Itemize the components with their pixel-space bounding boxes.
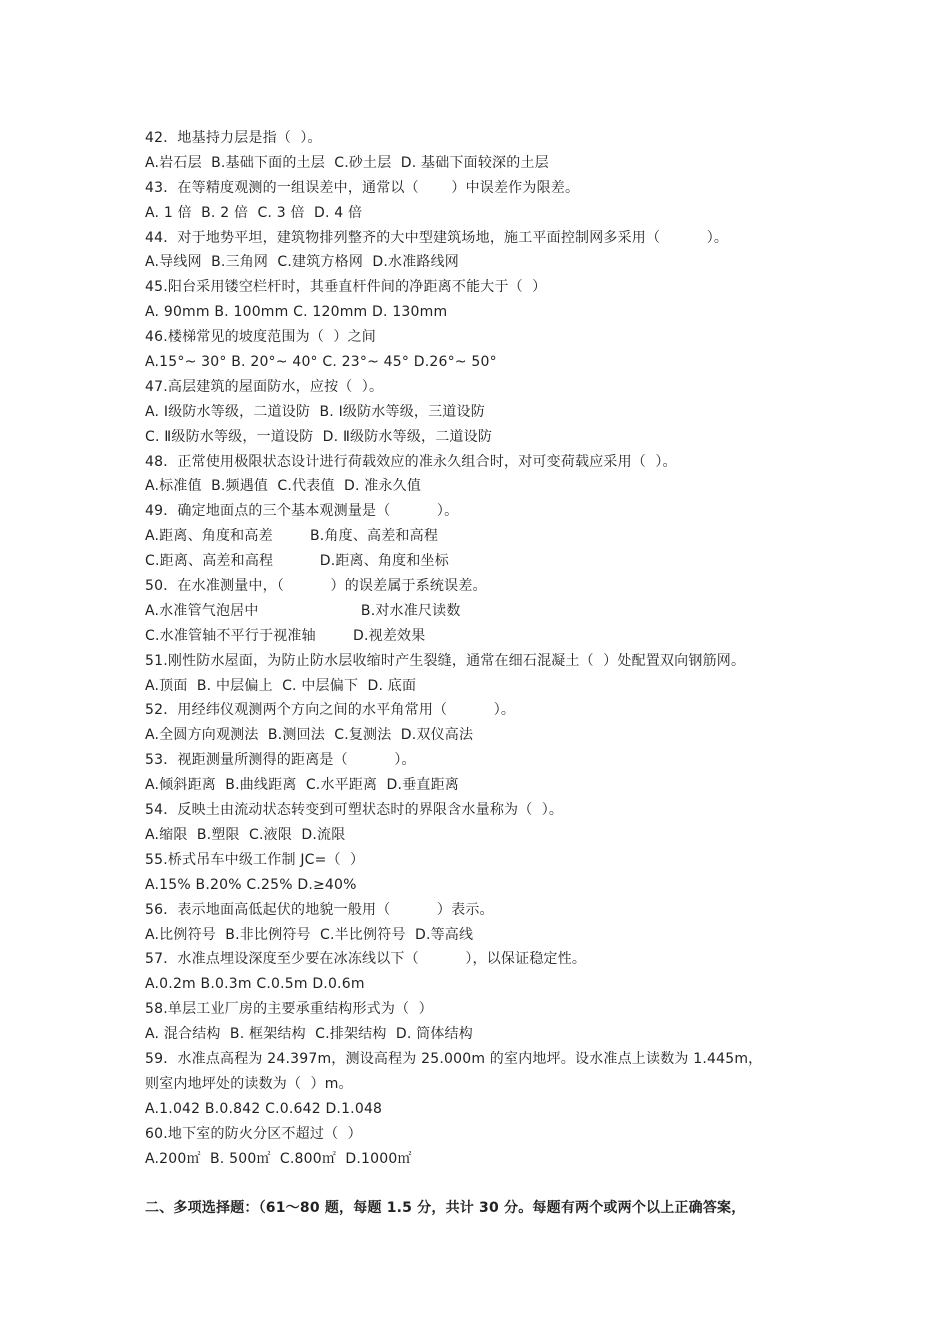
question-52: 52．用经纬仪观测两个方向之间的水平角常用（ ）。 [145, 702, 516, 719]
options-54: A.缩限 B.塑限 C.液限 D.流限 [145, 826, 346, 843]
options-44: A.导线网 B.三角网 C.建筑方格网 D.水准路线网 [145, 254, 459, 271]
options-45: A. 90mm B. 100mm C. 120mm D. 130mm [145, 304, 448, 321]
options-50-cd: C.水准管轴不平行于视准轴 D.视差效果 [145, 627, 426, 644]
options-48: A.标准值 B.频遇值 C.代表值 D. 准永久值 [145, 478, 422, 495]
question-57: 57．水准点埋设深度至少要在冰冻线以下（ ），以保证稳定性。 [145, 951, 587, 968]
question-60: 60.地下室的防火分区不超过（ ） [145, 1125, 362, 1142]
question-56: 56．表示地面高低起伏的地貌一般用（ ）表示。 [145, 901, 494, 918]
options-59: A.1.042 B.0.842 C.0.642 D.1.048 [145, 1100, 383, 1117]
question-47: 47.高层建筑的屋面防水，应按（ ）。 [145, 378, 384, 395]
question-46: 46.楼梯常见的坡度范围为（ ）之间 [145, 329, 376, 346]
blank-line [145, 1171, 825, 1196]
options-58: A. 混合结构 B. 框架结构 C.排架结构 D. 筒体结构 [145, 1026, 473, 1043]
section-heading-multiple-choice: 二、多项选择题：（61～80 题，每题 1.5 分，共计 30 分。每题有两个或两个以上正确答案， [145, 1200, 746, 1217]
options-46: A.15°~ 30° B. 20°~ 40° C. 23°~ 45° D.26°~ 50° [145, 354, 497, 371]
question-53: 53．视距测量所测得的距离是（ ）。 [145, 752, 416, 769]
options-43: A. 1 倍 B. 2 倍 C. 3 倍 D. 4 倍 [145, 204, 363, 221]
options-55: A.15% B.20% C.25% D.≥40% [145, 876, 357, 893]
question-42: 42．地基持力层是指（ ）。 [145, 130, 322, 146]
question-50: 50．在水准测量中，（ ）的误差属于系统误差。 [145, 578, 487, 595]
question-43: 43．在等精度观测的一组误差中，通常以（ ）中误差作为限差。 [145, 179, 580, 196]
question-list [145, 126, 825, 1221]
options-52: A.全圆方向观测法 B.测回法 C.复测法 D.双仪高法 [145, 727, 474, 744]
question-59: 59．水准点高程为 24.397m，测设高程为 25.000m 的室内地坪。设水准点上读数为 1.445m， [145, 1050, 763, 1067]
question-51: 51.刚性防水屋面，为防止防水层收缩时产生裂缝，通常在细石混凝土（ ）处配置双向钢筋网。 [145, 652, 746, 669]
options-60: A.200㎡ B. 500㎡ C.800㎡ D.1000㎡ [145, 1150, 412, 1167]
question-49: 49．确定地面点的三个基本观测量是（ ）。 [145, 503, 459, 520]
question-45: 45.阳台采用镂空栏杆时，其垂直杆件间的净距离不能大于（ ） [145, 279, 547, 296]
options-42: A.岩石层 B.基础下面的土层 C.砂土层 D. 基础下面较深的土层 [145, 154, 549, 171]
question-59-continued: 则室内地坪处的读数为（ ）m。 [145, 1075, 353, 1092]
options-49-cd: C.距离、高差和高程 D.距离、角度和坐标 [145, 553, 449, 570]
options-53: A.倾斜距离 B.曲线距离 C.水平距离 D.垂直距离 [145, 777, 459, 794]
question-54: 54．反映土由流动状态转变到可塑状态时的界限含水量称为（ ）。 [145, 802, 564, 819]
question-55: 55.桥式吊车中级工作制 JC=（ ） [145, 851, 365, 868]
options-47-ab: A. Ⅰ级防水等级，二道设防 B. Ⅰ级防水等级，三道设防 [145, 403, 485, 420]
options-47-cd: C. Ⅱ级防水等级，一道设防 D. Ⅱ级防水等级，二道设防 [145, 428, 493, 445]
options-51: A.顶面 B. 中层偏上 C. 中层偏下 D. 底面 [145, 677, 417, 694]
question-48: 48．正常使用极限状态设计进行荷载效应的准永久组合时，对可变荷载应采用（ ）。 [145, 453, 677, 470]
options-49-ab: A.距离、角度和高差 B.角度、高差和高程 [145, 528, 439, 545]
options-50-ab: A.水准管气泡居中 B.对水准尺读数 [145, 602, 461, 619]
question-58: 58.单层工业厂房的主要承重结构形式为（ ） [145, 1001, 433, 1018]
question-44: 44．对于地势平坦，建筑物排列整齐的大中型建筑场地，施工平面控制网多采用（ ）。 [145, 229, 729, 246]
options-57: A.0.2m B.0.3m C.0.5m D.0.6m [145, 976, 365, 993]
options-56: A.比例符号 B.非比例符号 C.半比例符号 D.等高线 [145, 926, 474, 943]
